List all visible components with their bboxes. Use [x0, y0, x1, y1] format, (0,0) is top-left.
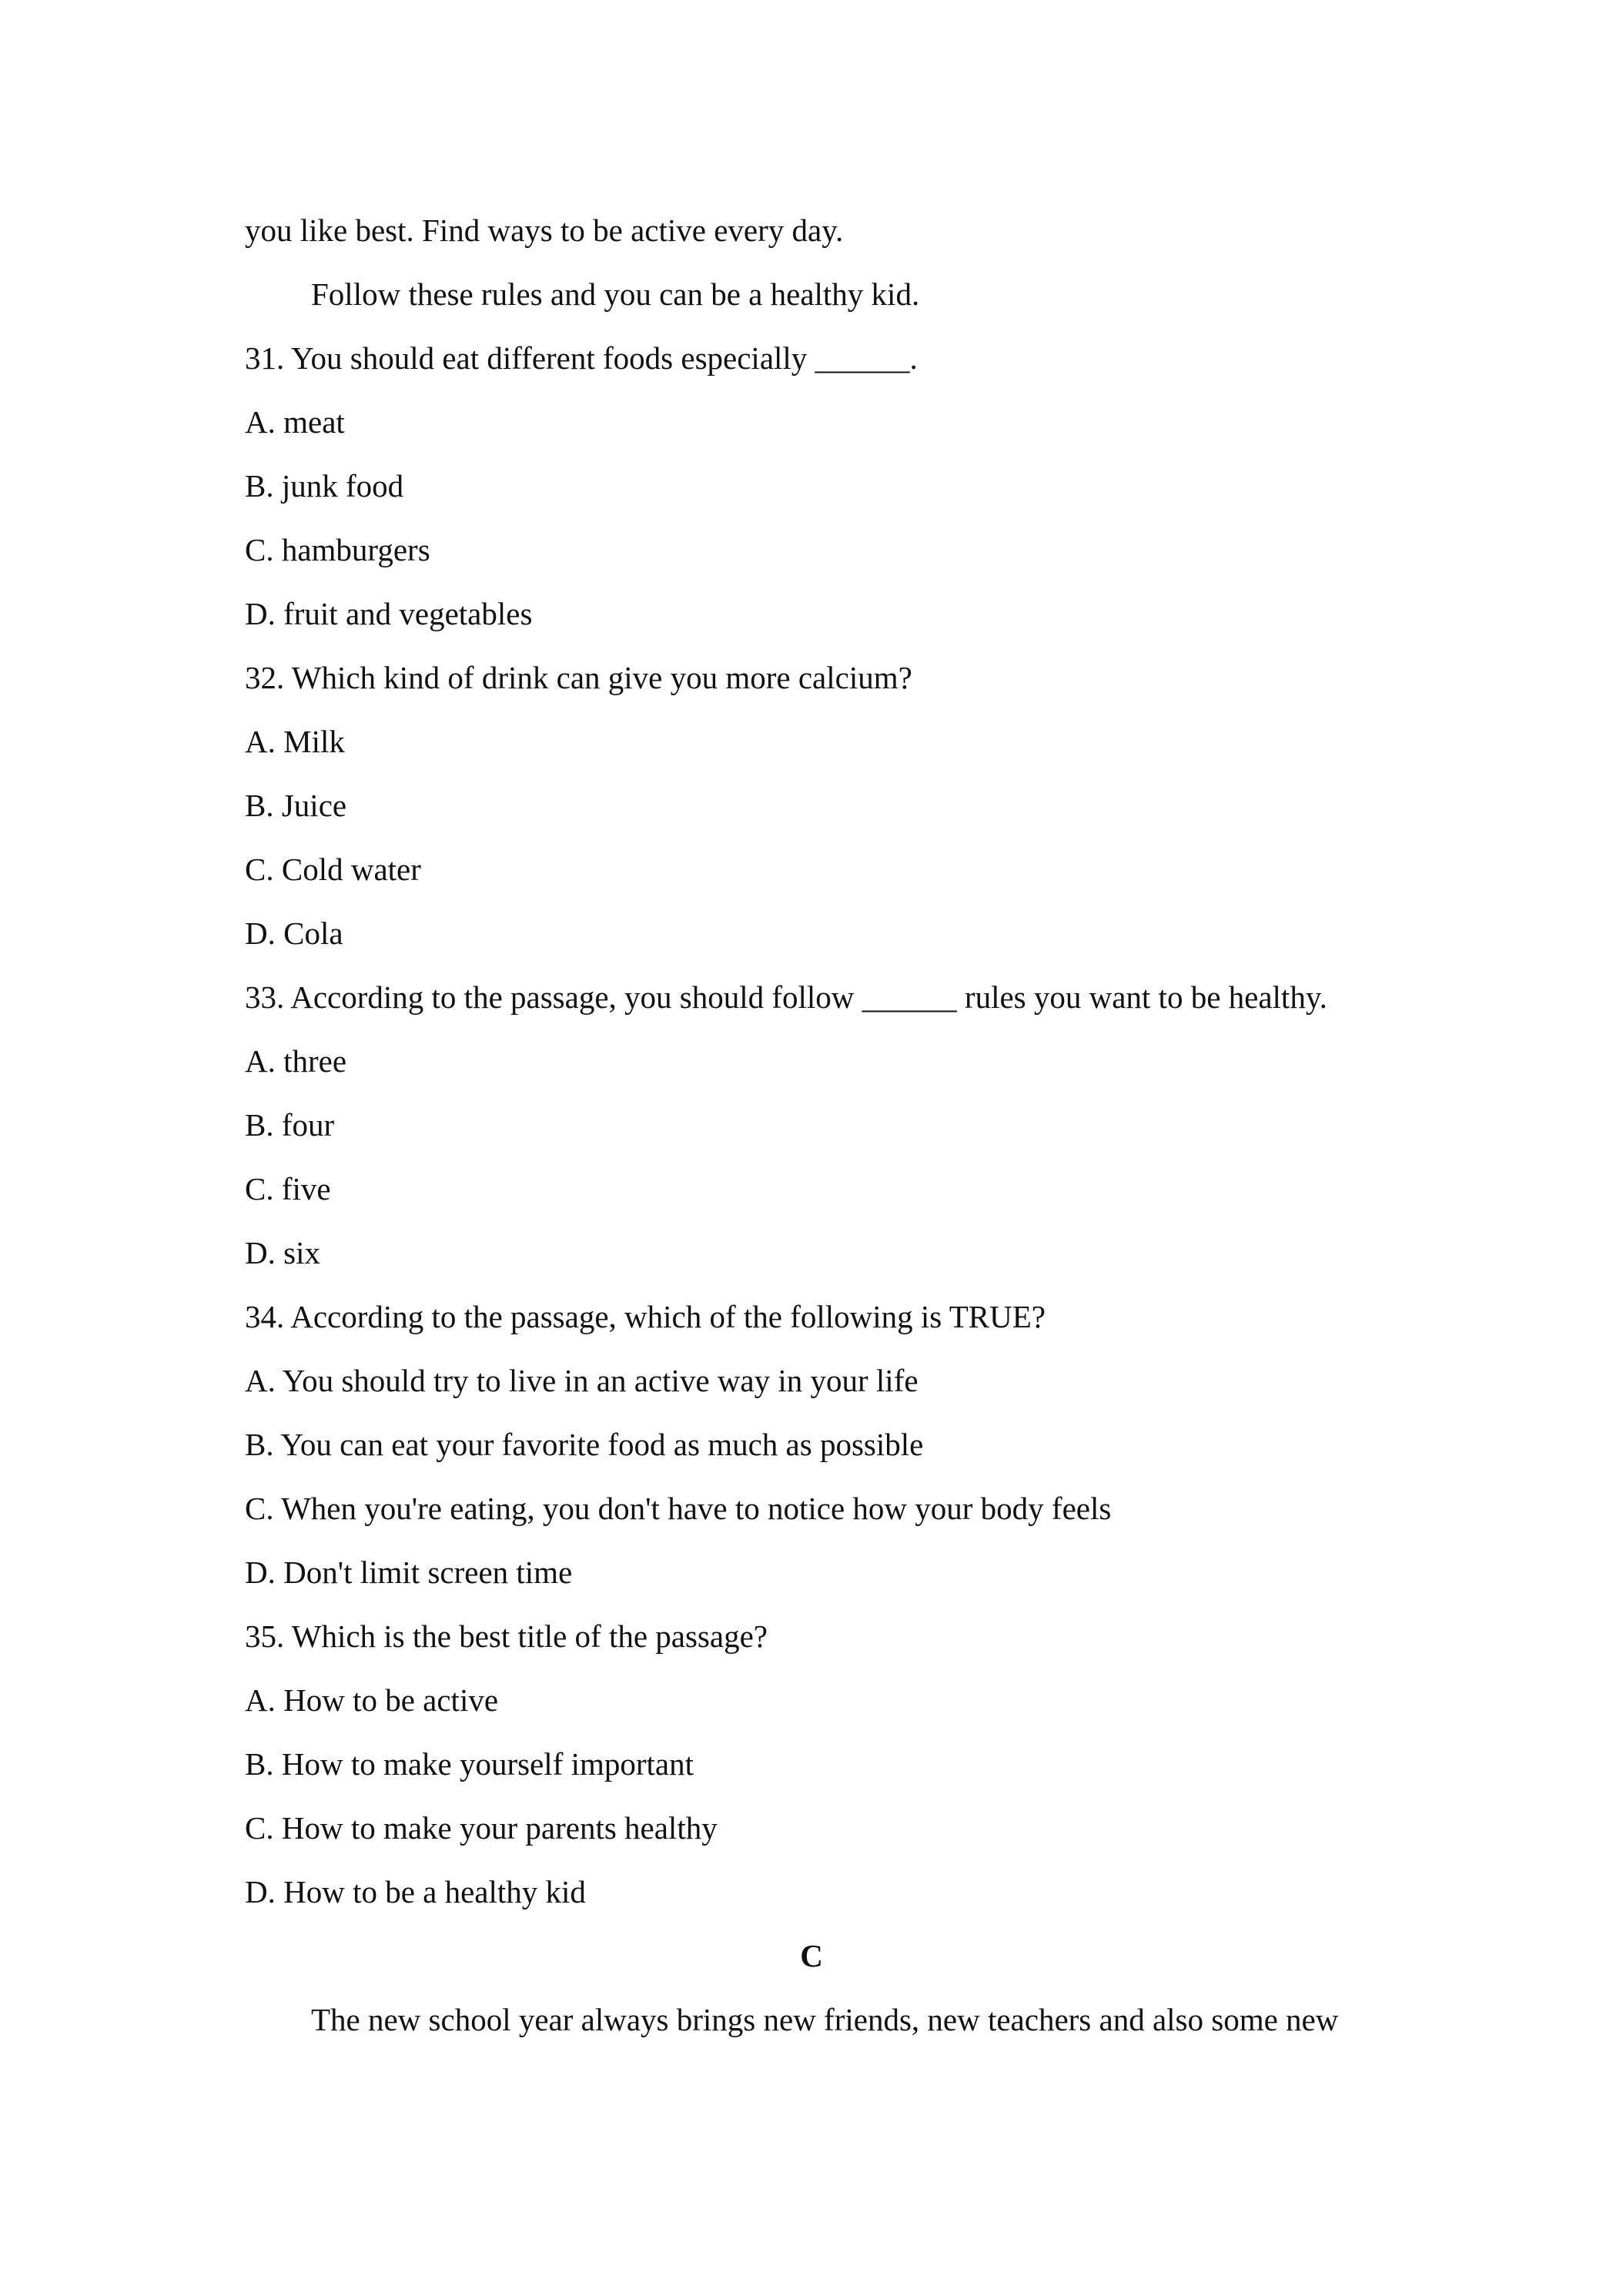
answer-option: A. You should try to live in an active way in your life [245, 1363, 919, 1398]
answer-option: C. five [245, 1171, 331, 1207]
answer-option: B. How to make yourself important [245, 1746, 694, 1782]
answer-option: D. fruit and vegetables [245, 596, 533, 631]
answer-option: B. four [245, 1107, 335, 1143]
answer-option: B. You can eat your favorite food as much as possible [245, 1427, 924, 1462]
passage-line: The new school year always brings new friends, new teachers and also some new [311, 2002, 1339, 2037]
question-stem: 31. You should eat different foods especially ______. [245, 340, 918, 376]
question-stem: 32. Which kind of drink can give you more calcium? [245, 660, 912, 695]
section-heading: C [800, 1938, 823, 1973]
answer-option: A. meat [245, 404, 345, 440]
answer-option: D. Cola [245, 915, 343, 951]
question-stem: 34. According to the passage, which of the following is TRUE? [245, 1299, 1046, 1334]
answer-option: B. junk food [245, 468, 404, 504]
answer-option: A. Milk [245, 724, 345, 759]
answer-option: C. How to make your parents healthy [245, 1810, 718, 1846]
passage-line: Follow these rules and you can be a healthy kid. [311, 276, 920, 312]
answer-option: D. six [245, 1235, 320, 1270]
answer-option: A. three [245, 1043, 347, 1079]
answer-option: C. Cold water [245, 852, 421, 887]
question-stem: 33. According to the passage, you should follow ______ rules you want to be healthy. [245, 979, 1327, 1015]
passage-line: you like best. Find ways to be active every day. [245, 213, 844, 248]
answer-option: C. hamburgers [245, 532, 430, 567]
answer-option: A. How to be active [245, 1682, 499, 1718]
question-stem: 35. Which is the best title of the passage? [245, 1618, 768, 1654]
answer-option: D. How to be a healthy kid [245, 1874, 586, 1909]
answer-option: B. Juice [245, 788, 347, 823]
answer-option: C. When you're eating, you don't have to notice how your body feels [245, 1491, 1112, 1526]
answer-option: D. Don't limit screen time [245, 1555, 573, 1590]
